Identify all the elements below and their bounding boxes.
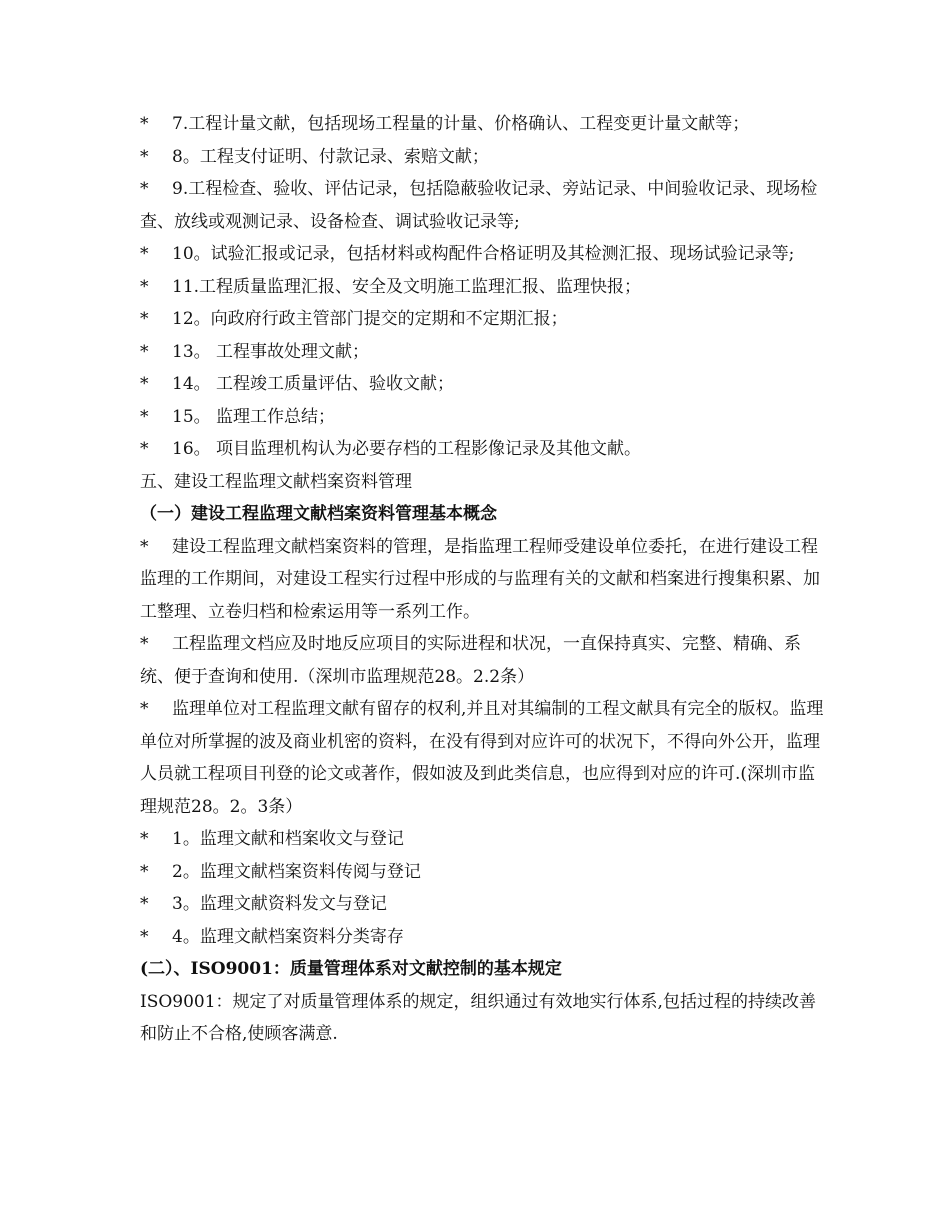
paragraph: ISO9001：规定了对质量管理体系的规定，组织通过有效地实行体系,包括过程的持续改善和防止不合格,使顾客满意. — [140, 991, 816, 1044]
bullet-marker: * — [140, 894, 149, 914]
list-item-text: 1。监理文献和档案收文与登记 — [172, 829, 404, 849]
list-item — [140, 921, 830, 954]
list-item — [140, 628, 830, 693]
bullet-marker: * — [140, 439, 149, 459]
list-item-text: 16。 项目监理机构认为必要存档的工程影像记录及其他文献。 — [172, 439, 642, 459]
list-item-text: 11.工程质量监理汇报、安全及文明施工监理汇报、监理快报； — [172, 276, 642, 297]
bullet-marker: * — [140, 374, 149, 394]
list-item — [140, 303, 830, 336]
list-item — [140, 401, 830, 434]
list-item — [140, 433, 830, 466]
list-item — [140, 368, 830, 401]
bullet-marker: * — [140, 406, 149, 427]
list-item-text: 2。监理文献档案资料传阅与登记 — [172, 861, 421, 882]
list-item — [140, 173, 830, 238]
bullet-marker: * — [140, 114, 149, 134]
bullet-marker: * — [140, 179, 149, 199]
list-item-text: 监理单位对工程监理文献有留存的权利,并且对其编制的工程文献具有完全的版权。监理单位对所掌握的波及商业机密的资料，在没有得到对应许可的状况下，不得向外公开，监理人员就工程项目刊登的论文或著作，假如波及到此类信息，也应得到对应的许可.(深圳市监理规范28。2。3条） — [140, 699, 824, 817]
list-item-text: 15。 监理工作总结； — [172, 406, 336, 427]
list-item-text: 13。 工程事故处理文献； — [172, 341, 370, 362]
list-item-text: 10。试验汇报或记录，包括材料或构配件合格证明及其检测汇报、现场试验记录等; — [172, 244, 795, 264]
list-item — [140, 271, 830, 304]
list-item-text: 3。监理文献资料发文与登记 — [172, 894, 387, 914]
bullet-marker: * — [140, 699, 149, 719]
list-item-text: 建设工程监理文献档案资料的管理，是指监理工程师受建设单位委托，在进行建设工程监理的工作期间，对建设工程实行过程中形成的与监理有关的文献和档案进行搜集积累、加工整理、立卷归档和检索运用等一系列工作。 — [140, 536, 820, 622]
section-title: 五、建设工程监理文献档案资料管理 — [140, 471, 412, 492]
list-item-text: 12。向政府行政主管部门提交的定期和不定期汇报； — [172, 309, 568, 329]
list-item — [140, 823, 830, 856]
list-item — [140, 888, 830, 921]
list-item-text: 7.工程计量文献，包括现场工程量的计量、价格确认、工程变更计量文献等； — [172, 114, 750, 134]
list-item — [140, 531, 830, 629]
bullet-marker: * — [140, 341, 149, 362]
bullet-marker: * — [140, 634, 149, 654]
list-item — [140, 108, 830, 141]
bullet-marker: * — [140, 146, 149, 167]
list-item-text: 4。监理文献档案资料分类寄存 — [172, 926, 404, 947]
list-item — [140, 141, 830, 174]
list-item-text: 9.工程检查、验收、评估记录，包括隐蔽验收记录、旁站记录、中间验收记录、现场检查、放线或观测记录、设备检查、调试验收记录等; — [140, 179, 818, 232]
bullet-marker: * — [140, 829, 149, 849]
document-page — [140, 108, 830, 1051]
list-item-text: 14。 工程竣工质量评估、验收文献； — [172, 374, 455, 394]
list-item — [140, 238, 830, 271]
bullet-marker: * — [140, 244, 149, 264]
bullet-marker: * — [140, 861, 149, 882]
subsection-heading: (二）、ISO9001：质量管理体系对文献控制的基本规定 — [140, 959, 562, 979]
bullet-marker: * — [140, 276, 149, 297]
list-item — [140, 336, 830, 369]
list-item — [140, 856, 830, 889]
list-item — [140, 693, 830, 823]
list-item-text: 8。工程支付证明、付款记录、索赔文献； — [172, 146, 489, 167]
bullet-marker: * — [140, 309, 149, 329]
bullet-marker: * — [140, 926, 149, 947]
bullet-marker: * — [140, 536, 149, 557]
list-item-text: 工程监理文档应及时地反应项目的实际进程和状况，一直保持真实、完整、精确、系统、便于查询和使用.（深圳市监理规范28。2.2条） — [140, 634, 801, 687]
subsection-heading: （一）建设工程监理文献档案资料管理基本概念 — [140, 504, 497, 524]
